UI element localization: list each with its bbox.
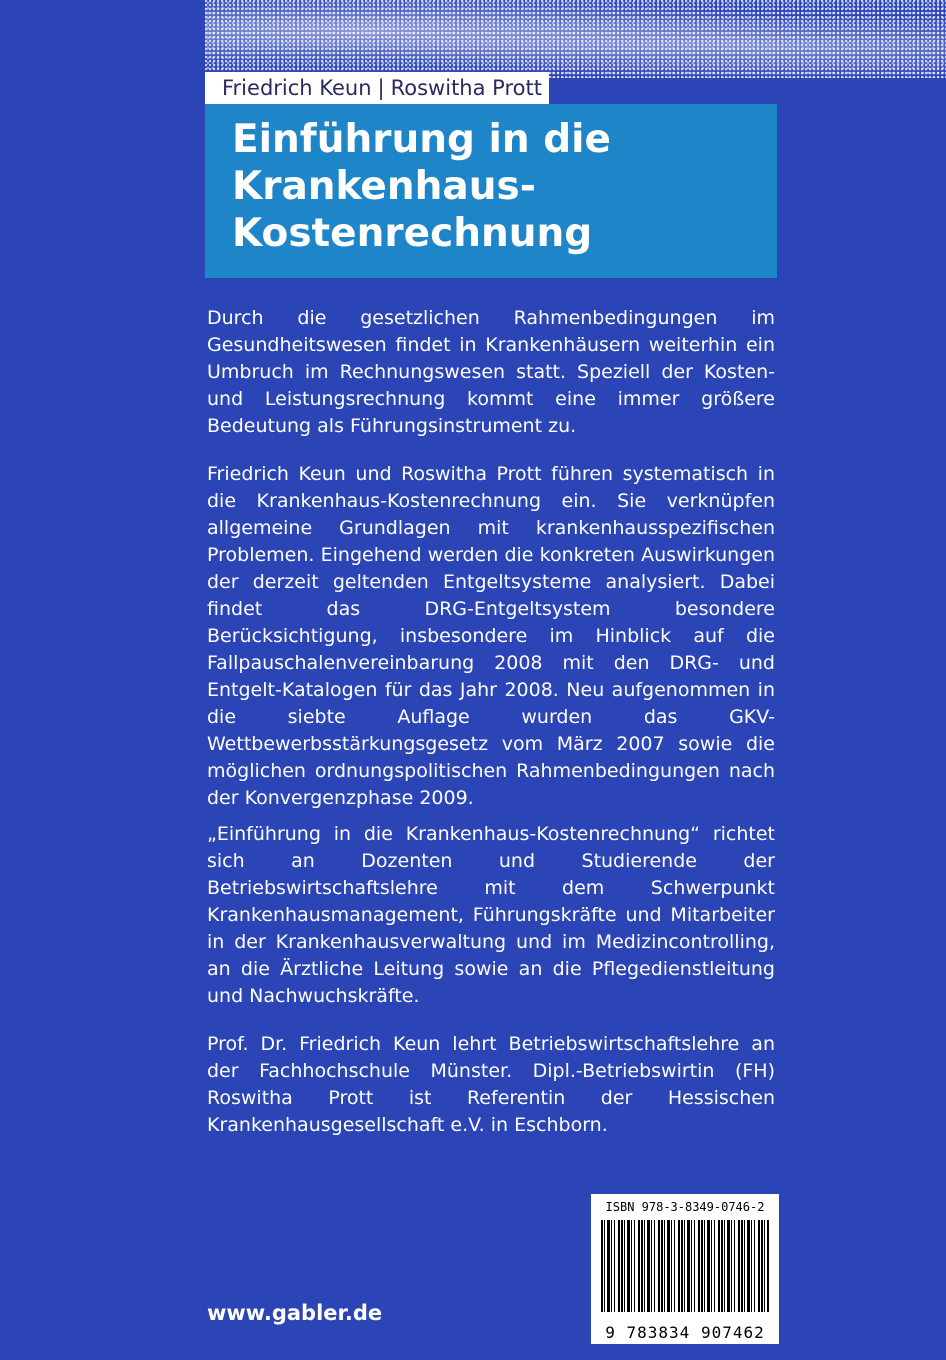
book-title-line-1: Einführung in die [232, 117, 611, 162]
author-1: Friedrich Keun [222, 76, 372, 100]
author-bio-paragraph: Prof. Dr. Friedrich Keun lehrt Betriebswirtschaftslehre an der Fachhochschule Münster. Dipl.-Betriebswirtin (FH) Roswitha Prott ist Referentin der Hessischen Krankenhausgesellschaft e.V. in Eschborn. [207, 1033, 775, 1136]
book-title-line-2: Krankenhaus- [232, 164, 536, 209]
author-bar [205, 72, 549, 104]
author-2: Roswitha Prott [390, 76, 542, 100]
blurb-paragraph-3: „Einführung in die Krankenhaus-Kostenrechnung“ richtet sich an Dozenten und Studierende der Betriebswirtschaftslehre mit dem Schwerpunkt Krankenhausmanagement, Führungskräfte und Mitarbeiter in der Krankenhausverwaltung und im Medizincontrolling, an die Ärztliche Leitung sowie an die Pflegedienstleitung und Nachwuchskräfte. [207, 823, 775, 1007]
header-texture [205, 0, 946, 78]
ean-digits: 9 783834 907462 [605, 1323, 765, 1342]
title-box [205, 104, 777, 278]
isbn-text: ISBN 978-3-8349-0746-2 [605, 1200, 765, 1214]
book-title-line-3: Kostenrechnung [232, 211, 593, 256]
publisher-url: www.gabler.de [207, 1301, 383, 1325]
blurb-paragraph-2: Friedrich Keun und Roswitha Prott führen systematisch in die Krankenhaus-Kostenrechnung ein. Sie verknüpfen allgemeine Grundlagen mit krankenhausspezifischen Problemen. Eingehend werden die konkreten Auswirkungen der derzeit geltenden Entgeltsysteme analysiert. Dabei findet das DRG-Entgeltsystem besondere Berücksichtigung, insbesondere im Hinblick auf die Fallpauschalenvereinbarung 2008 mit den DRG- und Entgelt-Katalogen für das Jahr 2008. Neu aufgenommen in die siebte Auflage wurden das GKV-Wettbewerbsstärkungsgesetz vom März 2007 sowie die möglichen ordnungspolitischen Rahmenbedingungen nach der Konvergenzphase 2009. [207, 463, 775, 809]
author-separator: | [377, 76, 385, 100]
barcode-box [591, 1194, 779, 1344]
blurb-paragraph-1: Durch die gesetzlichen Rahmenbedingungen im Gesundheitswesen findet in Krankenhäusern weiterhin ein Umbruch im Rechnungswesen statt. Speziell der Kosten- und Leistungsrechnung kommt eine immer größere Bedeutung als Führungsinstrument zu. [207, 307, 775, 437]
barcode-bars [601, 1220, 769, 1312]
